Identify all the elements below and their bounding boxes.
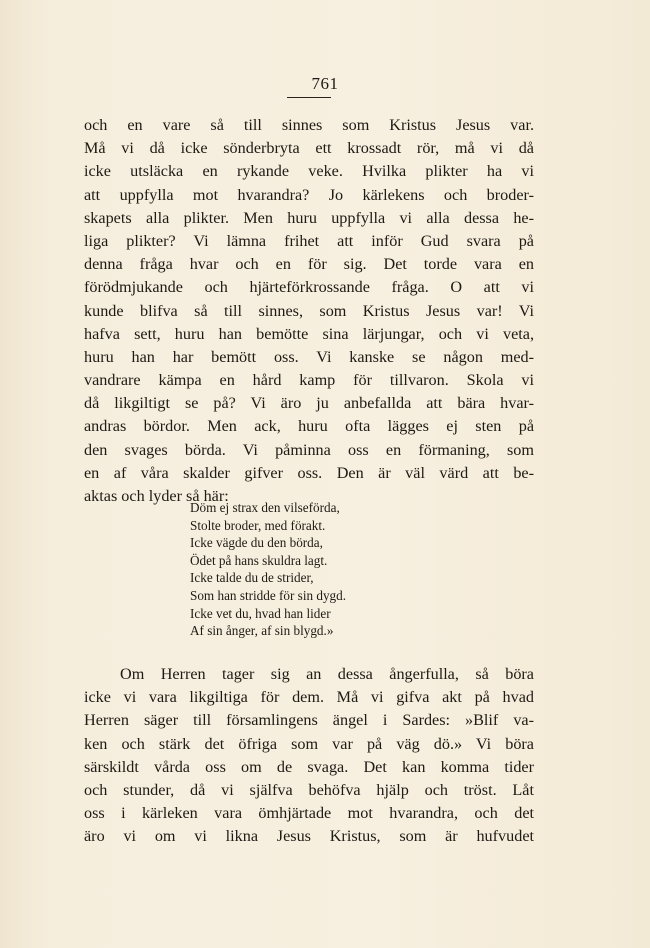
paragraph-2 [84, 663, 534, 849]
text-line: Herren säger till församlingens ängel i Sardes: »Blif va- [84, 711, 534, 730]
text-line: oss i kärleken vara ömhjärtade mot hvarandra, och det [84, 804, 534, 823]
poem-verse: Icke vägde du den börda, [190, 535, 323, 551]
text-line: denna fråga hvar och en för sig. Det torde vara en [84, 255, 534, 274]
text-line: förödmjukande och hjärteförkrossande fråga. O att vi [84, 278, 534, 297]
text-line: en af våra skalder gifver oss. Den är väl värd att be- [84, 463, 534, 482]
text-line: ken och stärk det öfriga som var på väg dö.» Vi böra [84, 734, 534, 753]
text-line: icke utsläcka en rykande veke. Hvilka plikter ha vi [84, 162, 534, 181]
text-line: den svages börda. Vi påminna oss en förmaning, som [84, 440, 534, 459]
text-line: då likgiltigt se på? Vi äro ju anbefallda att bära hvar- [84, 394, 534, 413]
poem-verse: Ödet på hans skuldra lagt. [190, 552, 328, 568]
poem-verse: Stolte broder, med förakt. [190, 517, 326, 533]
text-line: att uppfylla mot hvarandra? Jo kärlekens och broder- [84, 185, 534, 204]
text-line: Om Herren tager sig an dessa ångerfulla, så böra [120, 665, 534, 683]
text-line: äro vi om vi likna Jesus Kristus, som är hufvudet [84, 827, 534, 846]
poem-verse: Som han stridde för sin dygd. [190, 587, 347, 603]
text-line: och stunder, då vi själfva behöfva hjälp och tröst. Låt [84, 780, 534, 799]
page-number-underline [287, 97, 331, 98]
text-line: särskildt vårda oss om de svaga. Det kan komma tider [84, 757, 534, 776]
page-number: 761 [311, 74, 339, 93]
poem-verse: Icke vet du, hvad han lider [190, 605, 331, 621]
text-line: andras bördor. Men ack, huru ofta lägges ej sten på [84, 417, 534, 436]
text-line: vandrare kämpa en hård kamp för tillvaron. Skola vi [84, 371, 534, 390]
text-line: huru han har bemött oss. Vi kanske se någon med- [84, 347, 534, 366]
poem-verse: Icke talde du de strider, [190, 570, 314, 586]
text-line: och en vare så till sinnes som Kristus Jesus var. [84, 116, 534, 134]
text-line: hafva sett, huru han bemötte sina lärjungar, och vi veta, [84, 324, 534, 343]
text-line: skapets alla plikter. Men huru uppfylla vi alla dessa he- [84, 208, 534, 227]
text-line: icke vi vara likgiltiga för dem. Må vi gifva akt på hvad [84, 688, 534, 707]
text-line: Må vi då icke sönderbryta ett krossadt rör, må vi då [84, 139, 534, 158]
text-line: liga plikter? Vi lämna frihet att inför Gud svara på [84, 231, 534, 250]
poem-verse: Döm ej strax den vilseförda, [190, 500, 340, 515]
paragraph-1 [84, 114, 534, 508]
poem-verse: Af sin ånger, af sin blygd.» [190, 623, 334, 639]
poem-quote [190, 499, 346, 640]
text-line: kunde blifva så till sinnes, som Kristus Jesus var! Vi [84, 301, 534, 320]
text-line: aktas och lyder så här: [84, 487, 229, 505]
